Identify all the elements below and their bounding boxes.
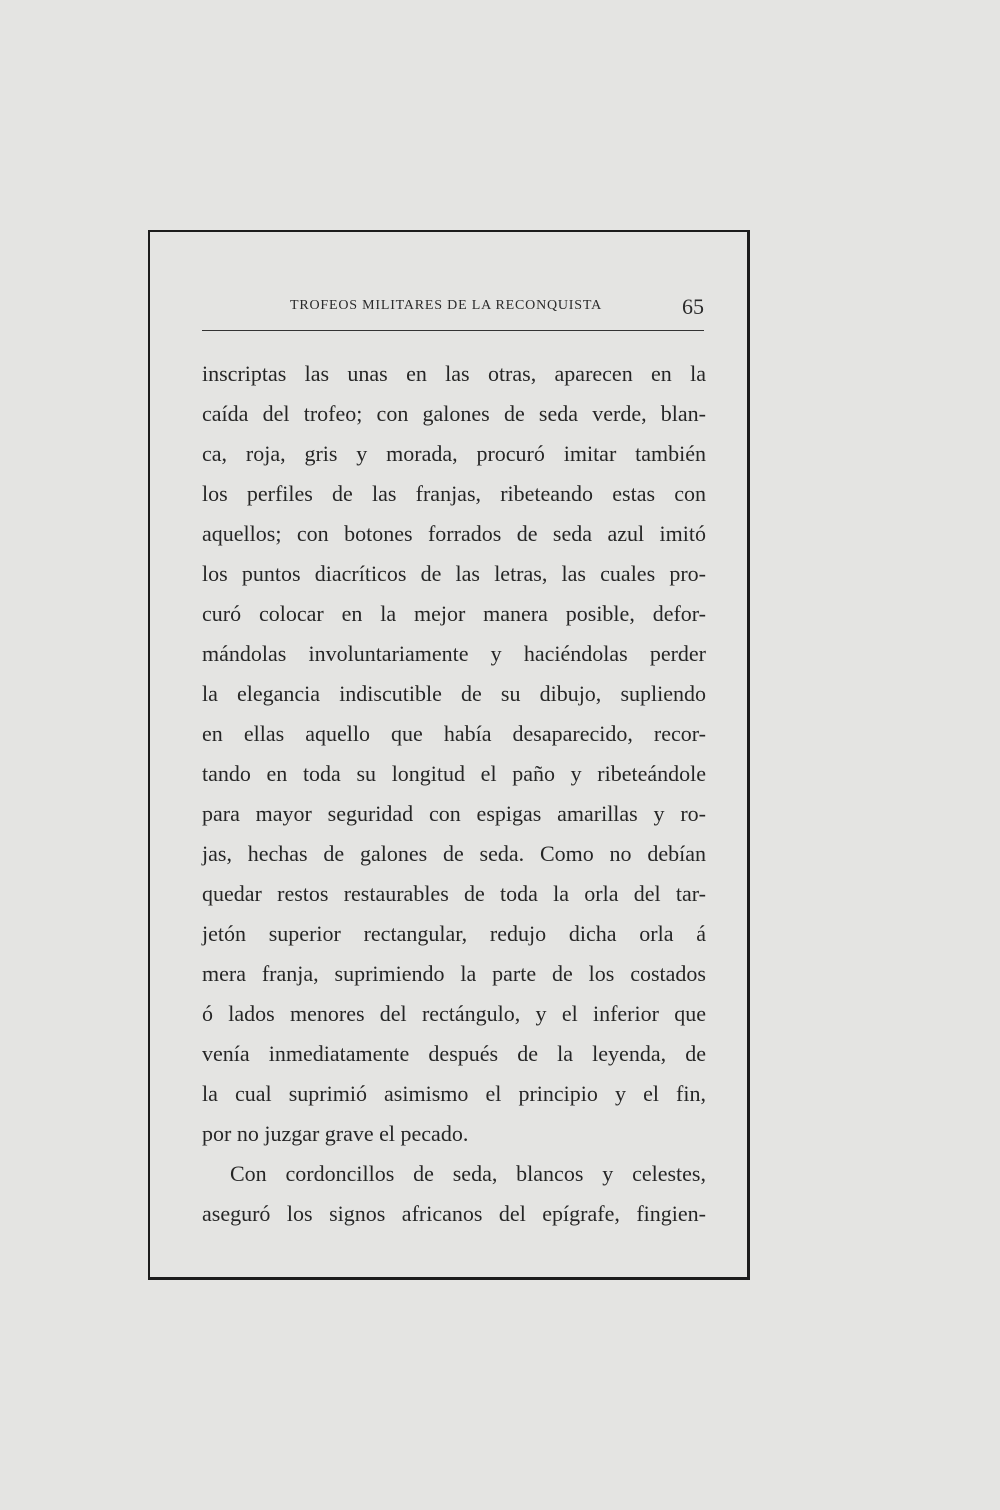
text-line: ca, roja, gris y morada, procuró imitar también (202, 441, 706, 466)
text-line: venía inmediatamente después de la leyenda, de (202, 1041, 706, 1066)
text-line: aquellos; con botones forrados de seda azul imitó (202, 521, 706, 546)
running-head (202, 294, 704, 324)
text-line: jetón superior rectangular, redujo dicha orla á (202, 921, 706, 946)
body-text (202, 354, 706, 1234)
paragraph-last-line: por no juzgar grave el pecado. (202, 1121, 469, 1146)
text-line: mera franja, suprimiendo la parte de los costados (202, 961, 706, 986)
text-line: la cual suprimió asimismo el principio y el fin, (202, 1081, 706, 1106)
text-line: inscriptas las unas en las otras, aparecen en la (202, 361, 706, 386)
header-rule (202, 330, 704, 331)
text-line: mándolas involuntariamente y haciéndolas perder (202, 641, 706, 666)
text-line: tando en toda su longitud el paño y ribeteándole (202, 761, 706, 786)
running-title: TROFEOS MILITARES DE LA RECONQUISTA (290, 298, 602, 313)
page-border (148, 230, 750, 1280)
text-line: en ellas aquello que había desaparecido, recor- (202, 721, 706, 746)
text-line: los puntos diacríticos de las letras, las cuales pro- (202, 561, 706, 586)
text-line: quedar restos restaurables de toda la orla del tar- (202, 881, 706, 906)
text-line: para mayor seguridad con espigas amarillas y ro- (202, 801, 706, 826)
text-line: ó lados menores del rectángulo, y el inferior que (202, 1001, 706, 1026)
page-number: 65 (682, 294, 704, 319)
paragraph-first-line: Con cordoncillos de seda, blancos y celestes, (230, 1161, 706, 1186)
text-line: aseguró los signos africanos del epígrafe, fingien- (202, 1201, 706, 1226)
text-line: jas, hechas de galones de seda. Como no debían (202, 841, 706, 866)
text-line: curó colocar en la mejor manera posible, defor- (202, 601, 706, 626)
text-line: los perfiles de las franjas, ribeteando estas con (202, 481, 706, 506)
text-line: la elegancia indiscutible de su dibujo, supliendo (202, 681, 706, 706)
text-line: caída del trofeo; con galones de seda verde, blan- (202, 401, 706, 426)
